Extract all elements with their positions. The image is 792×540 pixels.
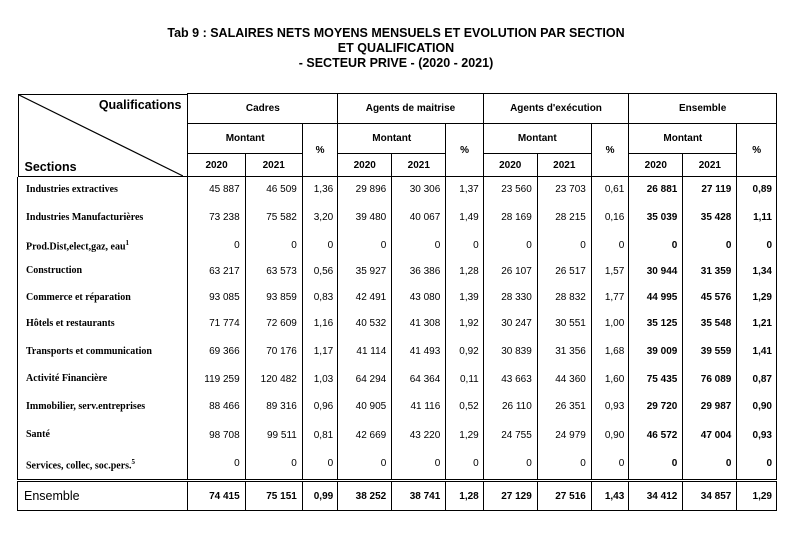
value-pct: 0	[302, 449, 337, 481]
value-2020: 29 896	[338, 177, 392, 203]
value-2020: 35 927	[338, 258, 392, 285]
total-2021: 34 857	[683, 481, 737, 511]
value-2020: 24 755	[483, 422, 537, 449]
value-pct: 0	[737, 233, 777, 258]
value-2020: 98 708	[188, 422, 245, 449]
value-pct: 0,83	[302, 285, 337, 311]
total-2021: 27 516	[537, 481, 591, 511]
title-line-2: ET QUALIFICATION	[337, 41, 455, 55]
value-2020: 44 995	[629, 285, 683, 311]
value-2020: 28 330	[483, 285, 537, 311]
table-row	[18, 392, 777, 422]
value-pct: 0,90	[591, 422, 628, 449]
value-pct: 1,21	[737, 311, 777, 337]
value-2021: 0	[392, 449, 446, 481]
value-2021: 45 576	[683, 285, 737, 311]
value-pct: 1,60	[591, 367, 628, 392]
montant-header: Montant	[483, 124, 591, 154]
salary-table	[17, 93, 777, 511]
value-2020: 46 572	[629, 422, 683, 449]
value-2021: 26 517	[537, 258, 591, 285]
value-2021: 23 703	[537, 177, 591, 203]
value-pct: 0,93	[737, 422, 777, 449]
value-pct: 0	[737, 449, 777, 481]
section-label	[18, 233, 188, 258]
value-2021: 35 548	[683, 311, 737, 337]
value-pct: 1,16	[302, 311, 337, 337]
pct-header: %	[591, 124, 628, 177]
section-label	[18, 337, 188, 367]
value-pct: 0,61	[591, 177, 628, 203]
value-2020: 0	[629, 233, 683, 258]
table-row	[18, 422, 777, 449]
value-pct: 0,56	[302, 258, 337, 285]
value-2021: 76 089	[683, 367, 737, 392]
value-pct: 1,37	[446, 177, 483, 203]
value-2021: 43 080	[392, 285, 446, 311]
year-header: 2020	[629, 154, 683, 177]
value-pct: 1,17	[302, 337, 337, 367]
title-line-1: Tab 9 : SALAIRES NETS MOYENS MENSUELS ET EVOLUTION PAR SECTION	[167, 26, 625, 40]
value-2021: 31 359	[683, 258, 737, 285]
value-2021: 29 987	[683, 392, 737, 422]
group-header-maitrise: Agents de maitrise	[338, 94, 484, 124]
pct-header: %	[446, 124, 483, 177]
section-label	[18, 285, 188, 311]
montant-header: Montant	[629, 124, 737, 154]
total-label: Ensemble	[18, 481, 188, 511]
section-name: Immobilier, serv.entreprises	[26, 400, 146, 412]
total-2020: 34 412	[629, 481, 683, 511]
value-pct: 1,57	[591, 258, 628, 285]
value-pct: 0	[446, 449, 483, 481]
value-pct: 1,29	[737, 285, 777, 311]
value-2021: 47 004	[683, 422, 737, 449]
value-2020: 42 669	[338, 422, 392, 449]
value-2020: 41 114	[338, 337, 392, 367]
value-2021: 26 351	[537, 392, 591, 422]
value-2020: 45 887	[188, 177, 245, 203]
value-2021: 27 119	[683, 177, 737, 203]
value-pct: 1,34	[737, 258, 777, 285]
table-row	[18, 311, 777, 337]
value-pct: 1,49	[446, 203, 483, 233]
value-2021: 31 356	[537, 337, 591, 367]
value-2020: 0	[629, 449, 683, 481]
section-label	[18, 367, 188, 392]
value-2021: 40 067	[392, 203, 446, 233]
section-label	[18, 392, 188, 422]
table-row	[18, 367, 777, 392]
value-2020: 88 466	[188, 392, 245, 422]
value-pct: 1,39	[446, 285, 483, 311]
value-2021: 28 215	[537, 203, 591, 233]
value-2021: 93 859	[245, 285, 302, 311]
value-2021: 44 360	[537, 367, 591, 392]
value-2020: 0	[483, 449, 537, 481]
value-2020: 63 217	[188, 258, 245, 285]
value-pct: 1,11	[737, 203, 777, 233]
value-2021: 72 609	[245, 311, 302, 337]
value-pct: 0,96	[302, 392, 337, 422]
section-name: Industries Manufacturières	[26, 211, 144, 223]
year-header: 2021	[683, 154, 737, 177]
value-pct: 0,81	[302, 422, 337, 449]
value-pct: 0	[591, 233, 628, 258]
section-name: Santé	[26, 429, 50, 440]
value-2021: 46 509	[245, 177, 302, 203]
table-row	[18, 233, 777, 258]
value-pct: 0,87	[737, 367, 777, 392]
year-header: 2020	[483, 154, 537, 177]
year-header: 2021	[537, 154, 591, 177]
value-2020: 119 259	[188, 367, 245, 392]
value-2021: 0	[537, 449, 591, 481]
value-2020: 71 774	[188, 311, 245, 337]
section-name: Activité Financière	[26, 373, 108, 384]
value-2020: 29 720	[629, 392, 683, 422]
value-2021: 36 386	[392, 258, 446, 285]
value-pct: 0,92	[446, 337, 483, 367]
footnote-marker: 5	[131, 457, 136, 466]
value-2021: 41 116	[392, 392, 446, 422]
total-2020: 38 252	[338, 481, 392, 511]
section-label	[18, 311, 188, 337]
value-2021: 35 428	[683, 203, 737, 233]
value-2021: 24 979	[537, 422, 591, 449]
value-2020: 39 009	[629, 337, 683, 367]
value-2020: 35 039	[629, 203, 683, 233]
value-2021: 0	[392, 233, 446, 258]
section-label	[18, 258, 188, 285]
table-row	[18, 285, 777, 311]
value-2021: 75 582	[245, 203, 302, 233]
footnote-marker: 1	[125, 238, 130, 247]
total-2020: 74 415	[188, 481, 245, 511]
value-pct: 1,77	[591, 285, 628, 311]
section-name: Transports et communication	[26, 345, 152, 357]
total-pct: 0,99	[302, 481, 337, 511]
section-label	[18, 177, 188, 203]
value-pct: 0	[446, 233, 483, 258]
section-name: Construction	[26, 265, 83, 276]
value-2020: 69 366	[188, 337, 245, 367]
table-row	[18, 449, 777, 481]
table-body	[18, 177, 777, 511]
section-name: Services, collec, soc.pers.	[26, 459, 132, 471]
value-pct: 0,90	[737, 392, 777, 422]
value-pct: 0,52	[446, 392, 483, 422]
value-2020: 64 294	[338, 367, 392, 392]
value-2021: 41 493	[392, 337, 446, 367]
value-2020: 35 125	[629, 311, 683, 337]
value-2021: 0	[683, 449, 737, 481]
value-2020: 30 944	[629, 258, 683, 285]
table-row	[18, 337, 777, 367]
value-2020: 0	[188, 233, 245, 258]
value-pct: 1,29	[446, 422, 483, 449]
section-name: Commerce et réparation	[26, 291, 131, 303]
value-2020: 30 839	[483, 337, 537, 367]
corner-cell	[18, 94, 188, 177]
total-row	[18, 481, 777, 511]
value-2020: 30 247	[483, 311, 537, 337]
value-2020: 0	[188, 449, 245, 481]
value-pct: 1,41	[737, 337, 777, 367]
value-2021: 43 220	[392, 422, 446, 449]
table-title	[0, 26, 792, 71]
value-2021: 63 573	[245, 258, 302, 285]
pct-header: %	[737, 124, 777, 177]
sections-label: Sections	[24, 159, 77, 174]
total-2021: 38 741	[392, 481, 446, 511]
total-2021: 75 151	[245, 481, 302, 511]
value-2020: 26 107	[483, 258, 537, 285]
value-2021: 120 482	[245, 367, 302, 392]
value-2021: 39 559	[683, 337, 737, 367]
value-2021: 70 176	[245, 337, 302, 367]
value-2021: 0	[245, 449, 302, 481]
group-header-cadres: Cadres	[188, 94, 338, 124]
value-2021: 0	[537, 233, 591, 258]
table-row	[18, 177, 777, 203]
value-pct: 0,11	[446, 367, 483, 392]
group-header-ensemble: Ensemble	[629, 94, 777, 124]
value-pct: 1,92	[446, 311, 483, 337]
value-2021: 0	[245, 233, 302, 258]
montant-header: Montant	[188, 124, 302, 154]
section-name: Hôtels et restaurants	[26, 317, 115, 329]
montant-header: Montant	[338, 124, 446, 154]
section-label	[18, 422, 188, 449]
value-2020: 73 238	[188, 203, 245, 233]
value-2020: 42 491	[338, 285, 392, 311]
value-2021: 89 316	[245, 392, 302, 422]
qualifications-label: Qualifications	[98, 97, 182, 112]
value-2020: 75 435	[629, 367, 683, 392]
value-2020: 93 085	[188, 285, 245, 311]
value-2021: 64 364	[392, 367, 446, 392]
year-header: 2020	[188, 154, 245, 177]
section-label	[18, 449, 188, 481]
section-name: Prod.Dist,elect,gaz, eau	[26, 241, 126, 253]
value-pct: 1,03	[302, 367, 337, 392]
value-2020: 26 110	[483, 392, 537, 422]
value-2020: 0	[338, 449, 392, 481]
value-2021: 30 551	[537, 311, 591, 337]
value-2020: 40 905	[338, 392, 392, 422]
value-pct: 0,16	[591, 203, 628, 233]
value-2020: 40 532	[338, 311, 392, 337]
total-pct: 1,43	[591, 481, 628, 511]
section-name: Industries extractives	[26, 183, 118, 195]
total-2020: 27 129	[483, 481, 537, 511]
value-pct: 1,28	[446, 258, 483, 285]
value-2020: 0	[483, 233, 537, 258]
pct-header: %	[302, 124, 337, 177]
value-pct: 3,20	[302, 203, 337, 233]
value-pct: 0	[302, 233, 337, 258]
table-row	[18, 203, 777, 233]
year-header: 2020	[338, 154, 392, 177]
value-2021: 0	[683, 233, 737, 258]
value-2021: 99 511	[245, 422, 302, 449]
value-2020: 43 663	[483, 367, 537, 392]
total-pct: 1,28	[446, 481, 483, 511]
year-header: 2021	[245, 154, 302, 177]
value-2020: 39 480	[338, 203, 392, 233]
value-pct: 0,89	[737, 177, 777, 203]
value-2021: 30 306	[392, 177, 446, 203]
value-2021: 41 308	[392, 311, 446, 337]
section-label	[18, 203, 188, 233]
year-header: 2021	[392, 154, 446, 177]
value-2020: 0	[338, 233, 392, 258]
value-pct: 0,93	[591, 392, 628, 422]
value-pct: 1,68	[591, 337, 628, 367]
value-pct: 1,36	[302, 177, 337, 203]
value-2020: 26 881	[629, 177, 683, 203]
total-pct: 1,29	[737, 481, 777, 511]
value-pct: 1,00	[591, 311, 628, 337]
group-header-execution: Agents d'exécution	[483, 94, 629, 124]
value-2020: 28 169	[483, 203, 537, 233]
value-2021: 28 832	[537, 285, 591, 311]
title-line-3: - SECTEUR PRIVE - (2020 - 2021)	[298, 56, 494, 70]
value-2020: 23 560	[483, 177, 537, 203]
value-pct: 0	[591, 449, 628, 481]
table-row	[18, 258, 777, 285]
